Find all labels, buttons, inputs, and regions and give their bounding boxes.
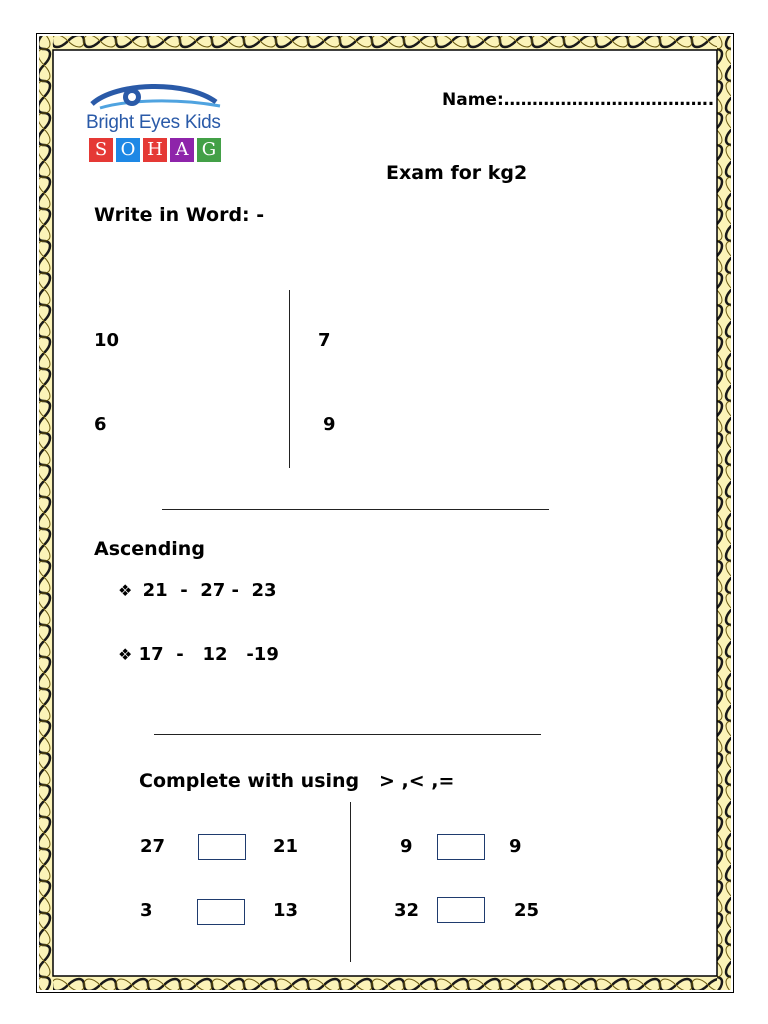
section-divider [154,734,541,735]
list-item: ❖ 17 - 12 -19 [118,644,279,665]
compare-value: 25 [514,900,540,921]
logo-letter: A [170,138,194,162]
compare-value: 9 [509,836,522,857]
number-item: 6 [94,414,107,435]
number-item: 10 [94,330,120,351]
divider-vertical [289,290,290,468]
logo-sohag-letters [89,138,221,162]
name-field: Name:………………………………. [442,90,715,110]
divider-vertical [350,802,351,962]
answer-box[interactable] [437,897,485,923]
answer-box[interactable] [197,899,245,925]
diamond-bullet-icon: ❖ [118,645,133,664]
diamond-bullet-icon: ❖ [118,581,133,600]
section-heading-ascending: Ascending [94,538,205,560]
number-item: 7 [318,330,331,351]
logo-letter: H [143,138,167,162]
section-divider [162,509,549,510]
section-heading-write-in-word: Write in Word: - [94,204,265,226]
compare-value: 32 [394,900,420,921]
compare-value: 27 [140,836,166,857]
answer-box[interactable] [437,834,485,860]
compare-value: 3 [140,900,153,921]
number-item: 9 [323,414,336,435]
compare-value: 13 [273,900,299,921]
list-item: ❖ 21 - 27 - 23 [118,580,277,601]
compare-value: 21 [273,836,299,857]
logo [86,82,222,166]
section-heading-compare: Complete with using > ,< ,= [139,770,455,792]
page-title: Exam for kg2 [386,162,528,184]
logo-letter: S [89,138,113,162]
logo-name: Bright Eyes Kids [86,112,221,133]
logo-letter: G [197,138,221,162]
logo-letter: O [116,138,140,162]
compare-value: 9 [400,836,413,857]
answer-box[interactable] [198,834,246,860]
